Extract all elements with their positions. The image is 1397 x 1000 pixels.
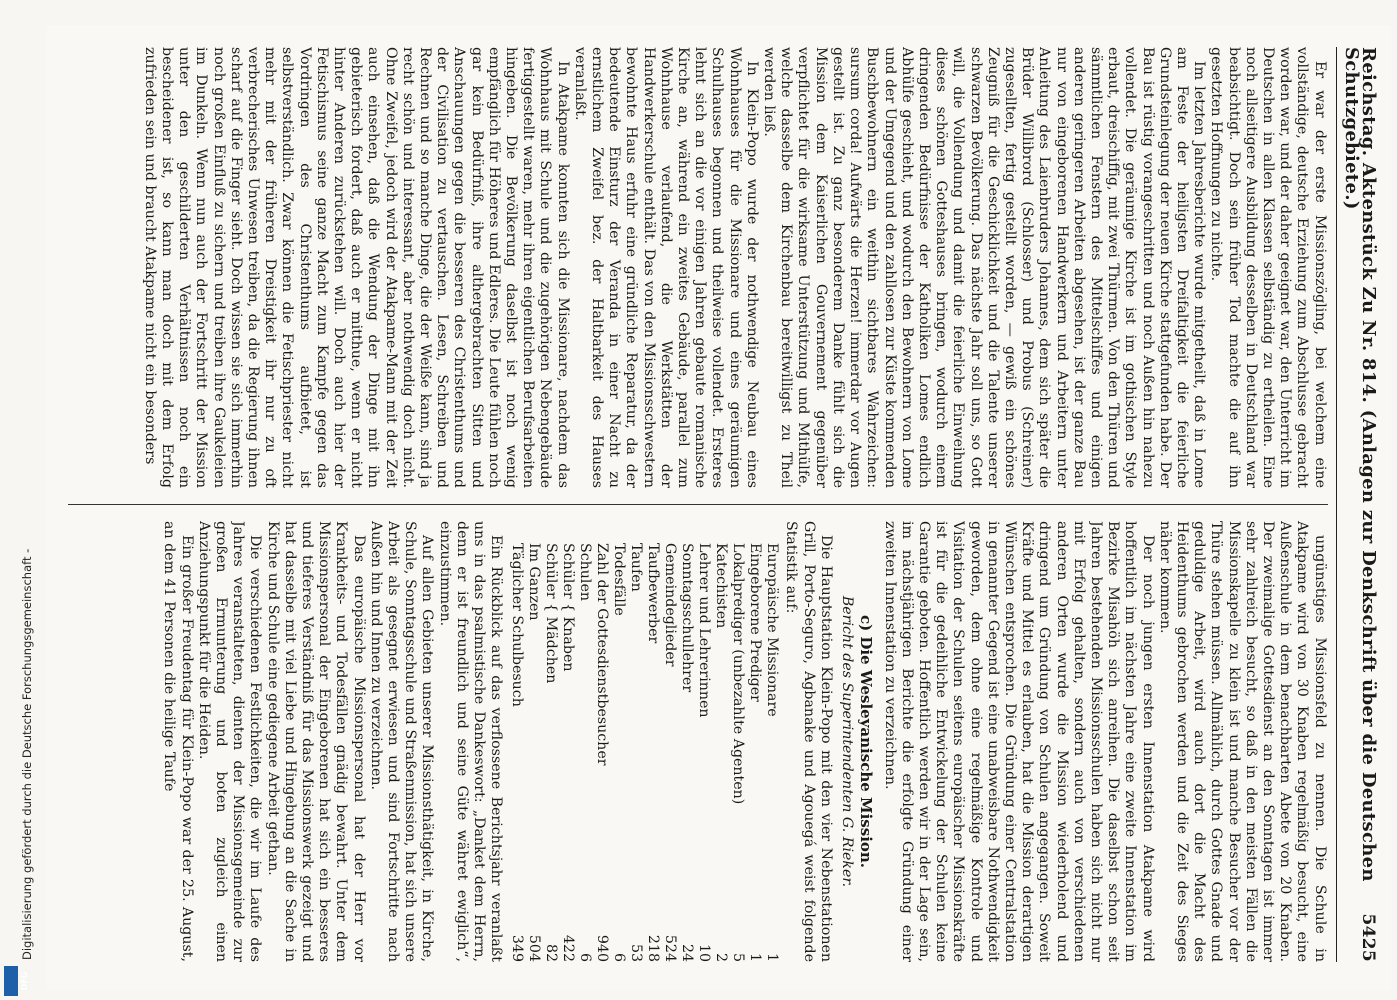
stat-label: Schüler { Knaben xyxy=(560,542,577,672)
paragraph: Ein Rückblick auf das verflossene Berichtsjahr veranlaßt uns in das psalmistische Dankeswort: „Danket dem Herrn, denn er ist freundlich und seine Güte währet ewiglich“, einzustimmen. xyxy=(436,520,505,962)
table-row xyxy=(593,521,610,962)
stat-value: 6 xyxy=(577,952,594,962)
paragraph: Auf allen Gebieten unserer Missionsthätigkeit, in Kirche, Schule, Sonntagsschule und Straßenmission, hat sich unsere Arbeit als gesegnet erwiesen und sind Fortschritte nach Außen hin und Innen zu verzeichnen. xyxy=(367,520,436,962)
stat-value: 1 xyxy=(764,952,781,962)
paragraph: In Klein-Popo wurde der nothwendige Neubau eines Wohnhauses für die Missionare und eines geräumigen Schulhauses begonnen und theilweise vollendet. Ersteres lehnt sich an die vor einigen Jahren gebaute romanische Kirche an, während ein zweites Gebäude, parallel zum Wohnhause verlaufend, die Werkstätten der Handwerkerschule enthält. Das von den Missionsschwestern bewohnte Haus erfuhr eine gründliche Reparatur, da der bedeutende Einsturz der Veranda in einer Nacht zu ernstlichem Zweifel bez. der Haltbarkeit des Hauses veranlaßt. xyxy=(571,47,760,489)
stat-value: 349 xyxy=(509,934,526,962)
page-header xyxy=(1336,47,1377,962)
stat-label: Europäische Missionare xyxy=(764,542,781,717)
stat-value: 218 xyxy=(645,934,662,962)
table-row xyxy=(678,521,695,962)
right-column xyxy=(68,521,1328,962)
stat-label: Todesfälle xyxy=(611,542,628,616)
table-row xyxy=(525,521,542,962)
table-row xyxy=(695,521,712,962)
paragraph: Die verschiedenen Festlichkeiten, die wir im Laufe des Jahres veranstalteten, dienten der Missionsgemeinde zur großen Ermunterung und boten zugleich einen Anziehungspunkt für die Heiden. xyxy=(195,520,264,962)
stat-label: Taufen xyxy=(628,542,645,592)
page-number: 5425 xyxy=(1358,913,1378,962)
stat-label: Eingeborene Prediger xyxy=(747,542,764,702)
section-heading: c) Die Wesleyanische Mission. xyxy=(857,614,876,869)
right-column-top xyxy=(880,521,1327,962)
stat-value: 6 xyxy=(611,952,628,962)
page-content xyxy=(46,25,1391,990)
paragraph: Der noch jungen ersten Innenstation Atakpame wird hoffentlich im nächsten Jahre eine zweite Innenstation im Bezirke Misahöh sich anreihen. Die daselbst schon seit Jahren bestehenden Missionsschulen haben sich nicht nur mit Erfolg gehalten, sondern auch von verschiedenen anderen Orten wurde die Mission wiederholend und dringend um Gründung von Schulen angegangen. Soweit Kräfte und Mittel es erlauben, hat die Mission derartigen Wünschen entsprochen. Die Gründung einer Centralstation in genannter Gegend ist eine unabweisbare Nothwendigkeit geworden, dem ohne eine regelmäßige Kontrole und Visitation der Schulen seitens europäischer Missionskräfte ist für die gedeihliche Entwickelung der Schulen keine Garantie geboten. Hoffentlich werden wir in der Lage sein, im nächstjährigen Berichte die erfolgte Gründung einer zweiten Innenstation zu verzeichnen. xyxy=(881,520,1156,962)
statistics-table xyxy=(508,521,780,962)
table-row xyxy=(729,521,746,962)
stat-value: 940 xyxy=(594,934,611,962)
stat-value: 82 xyxy=(543,943,560,962)
stat-value: 1 xyxy=(747,952,764,962)
section-subheading: Bericht des Superintendenten G. Rieker. xyxy=(839,595,856,888)
paragraph: ungünstiges Missionsfeld zu nennen. Die Schule in Atakpame wird von 30 Knaben regelmäßig besucht, eine Außenschule in dem benachbarten Abete von 20 Knaben. Der zweimalige Gottesdienst an den Sonntagen ist immer sehr zahlreich besucht, so daß in den meisten Fällen die Missionskapelle zu klein ist und manche Besucher vor der Thüre stehen müssen. Allmählich, durch Gottes Gnade und geduldige Arbeit, wird auch dort die Macht des Heidenthums gebrochen werden und die Zeit des Sieges näher kommen. xyxy=(1156,520,1328,962)
stat-label: Zahl der Gottesdienstbesucher xyxy=(594,542,611,766)
stat-label: Sonntagsschullehrer xyxy=(679,542,696,693)
stat-label: Täglicher Schulbesuch xyxy=(509,542,526,707)
paragraph: Er war der erste Missionszögling, bei welchem eine vollständige, deutsche Erziehung zum Abschlusse gebracht worden war, und der daher geeignet war, den Unterricht im Deutschen in allen Klassen selbständig zu ertheilen. Eine noch allseitigere Ausbildung desselben in Deutschland war beabsichtigt. Doch sein früher Tod machte die auf ihn gesetzten Hoffnungen zu nichte. xyxy=(1208,47,1328,489)
stat-value: 53 xyxy=(628,943,645,962)
page-title: Reichstag. Aktenstück Zu Nr. 814. (Anlagen zur Denkschrift über die Deutschen Schutzgebiete.) xyxy=(1340,47,1379,882)
stat-label: Taufbewerber xyxy=(645,542,662,644)
table-row xyxy=(712,521,729,962)
stat-value: 2 xyxy=(713,952,730,962)
dfg-logo-icon xyxy=(4,966,29,996)
section-intro: Die Hauptstation Klein-Popo mit den vier Nebenstationen Grill, Porto-Seguro, Agbanake und Agouegá weist folgende Statistik auf: xyxy=(783,520,834,962)
stat-value: 10 xyxy=(696,943,713,962)
table-row xyxy=(644,521,661,962)
paragraph: Das europäische Missionspersonal hat der Herr vor Krankheits- und Todesfällen gnädig bewahrt. Unter dem Missionspersonal der Eingeborenen hat sich ein besseres und tieferes Verständniß für das Missionswerk gezeigt und hat dasselbe mit viel Liebe und Hingebung an die Sache in Kirche und Schule eine gediegene Arbeit gethan. xyxy=(264,520,367,962)
paragraph: Im letzten Jahresberichte wurde mitgetheilt, daß in Lome am Feste der heiligsten Dreifaltigkeit die feierliche Grundsteinlegung der neuen Kirche stattgefunden habe. Der Bau ist rüstig vorangeschritten und noch Außen hin nahezu vollendet. Die geräumige Kirche ist im gothischen Style erbaut, dreischiffig, mit zwei Thürmen. Von den Thüren und sämmtlichen Fenstern des Mittelschiffes und einigen anderen geringeren Arbeiten abgesehen, ist der ganze Bau nur von eingeborenen Handwerkern und Arbeitern unter Anleitung des Laienbruders Johannes, dem sich später die Brüder Willibrord (Schlosser) und Probus (Schreiner) zugesellten, fertig gestellt worden, — gewiß ein schönes Zeugniß für die Geschicklichkeit und die Talente unserer schwarzen Bevölkerung. Das nächste Jahr soll uns, so Gott will, die Vollendung und damit die feierliche Einweihung dieses schönen Gotteshauses bringen, wodurch einem dringenden Bedürfnisse der Katholiken Lomes endlich Abhülfe geschieht, und wodurch den Bewohnern von Lome und der Umgegend und den zahllosen zur Küste kommenden Buschbewohnern ein weithin sichtbares Wahrzeichen: sursum corda! Aufwärts die Herzen! immerdar vor Augen gestellt ist. Zu ganz besonderem Danke fühlt sich die Mission dem Kaiserlichen Gouvernement gegenüber verpflichtet für die wirksame Unterstützung und Mithülfe, welche dasselbe dem Kirchenbau bereitwilligst zu Theil werden ließ. xyxy=(761,47,1208,489)
table-row xyxy=(542,521,559,962)
table-row xyxy=(763,521,780,962)
scanned-page xyxy=(46,25,1391,990)
stat-value: 5 xyxy=(730,952,747,962)
table-row xyxy=(661,521,678,962)
stat-label: Katechisten xyxy=(713,542,730,629)
stat-value: 24 xyxy=(679,943,696,962)
stat-label: Im Ganzen xyxy=(526,542,543,621)
dfg-logo-text: DFG xyxy=(20,971,29,991)
table-row xyxy=(627,521,644,962)
stat-value: 524 xyxy=(662,934,679,962)
paragraph: Ein großer Freudentag für Klein-Popo war der 25. August, an dem 41 Personen die heilige Taufe xyxy=(161,520,195,962)
table-row xyxy=(576,521,593,962)
stat-value: 504 xyxy=(526,934,543,962)
table-row xyxy=(508,521,525,962)
right-column-bottom xyxy=(160,521,504,962)
stat-label: Lokalprediger (unbezahlte Agenten) xyxy=(730,542,747,805)
column-divider xyxy=(68,504,1328,505)
stat-label: Schulen xyxy=(577,542,594,601)
paragraph: In Atakpame konnten sich die Missionare, nachdem das Wohnhaus mit Schule und die zugehörigen Nebengebäude fertiggestellt waren, mehr ihren eigentlichen Berufsarbeiten hingeben. Die Bevölkerung daselbst ist noch wenig empfänglich für Höheres und Edleres. Die Leute fühlen noch gar kein Bedürfniß, ihre althergebrachten Sitten und Anschauungen gegen die besseren des Christenthums und der Civilisation zu vertauschen. Lesen, Schreiben und Rechnen und so manche Dinge, die der Weiße kann, sind ja recht schön und interessant, aber nothwendig doch nicht. Ohne Zweifel, jedoch wird der Atakpame-Mann mit der Zeit auch einsehen, daß die Wendung der Dinge mit ihn gebieterisch fordert, daß auch er mitthue, wenn er nicht hinter Anderen zurückstehen will. Doch auch hier der Fetischismus seine ganze Macht zum Kampfe gegen das Vordringen des Christenthums aufbietet, ist selbstverständlich. Zwar können die Fetischpriester nicht mehr mit der früheren Dreistigkeit ihr nur zu oft verbrecherisches Unwesen treiben, da die Regierung ihnen scharf auf die Finger sieht. Doch wissen sie sich immerhin noch großen Einfluß zu sichern und treiben ihre Gaukeleien im Dunkeln. Wenn nun auch der Fortschritt der Mission unter den geschilderten Verhältnissen noch ein bescheidener ist, so kann man doch mit dem Erfolg zufrieden sein und braucht Atakpame nicht ein besonders xyxy=(141,47,571,489)
stat-label: Schüler { Mädchen xyxy=(543,542,560,684)
table-row xyxy=(559,521,576,962)
stat-label: Gemeindeglieder xyxy=(662,542,679,667)
stat-value: 422 xyxy=(560,934,577,962)
digitization-credit xyxy=(2,0,34,1000)
text-columns xyxy=(68,47,1328,962)
left-column xyxy=(68,47,1328,488)
stat-label: Lehrer und Lehrerinnen xyxy=(696,542,713,718)
table-row xyxy=(746,521,763,962)
credit-text: Digitalisierung gefördert durch die Deutsche Forschungsgemeinschaft - xyxy=(20,548,34,960)
table-row xyxy=(610,521,627,962)
